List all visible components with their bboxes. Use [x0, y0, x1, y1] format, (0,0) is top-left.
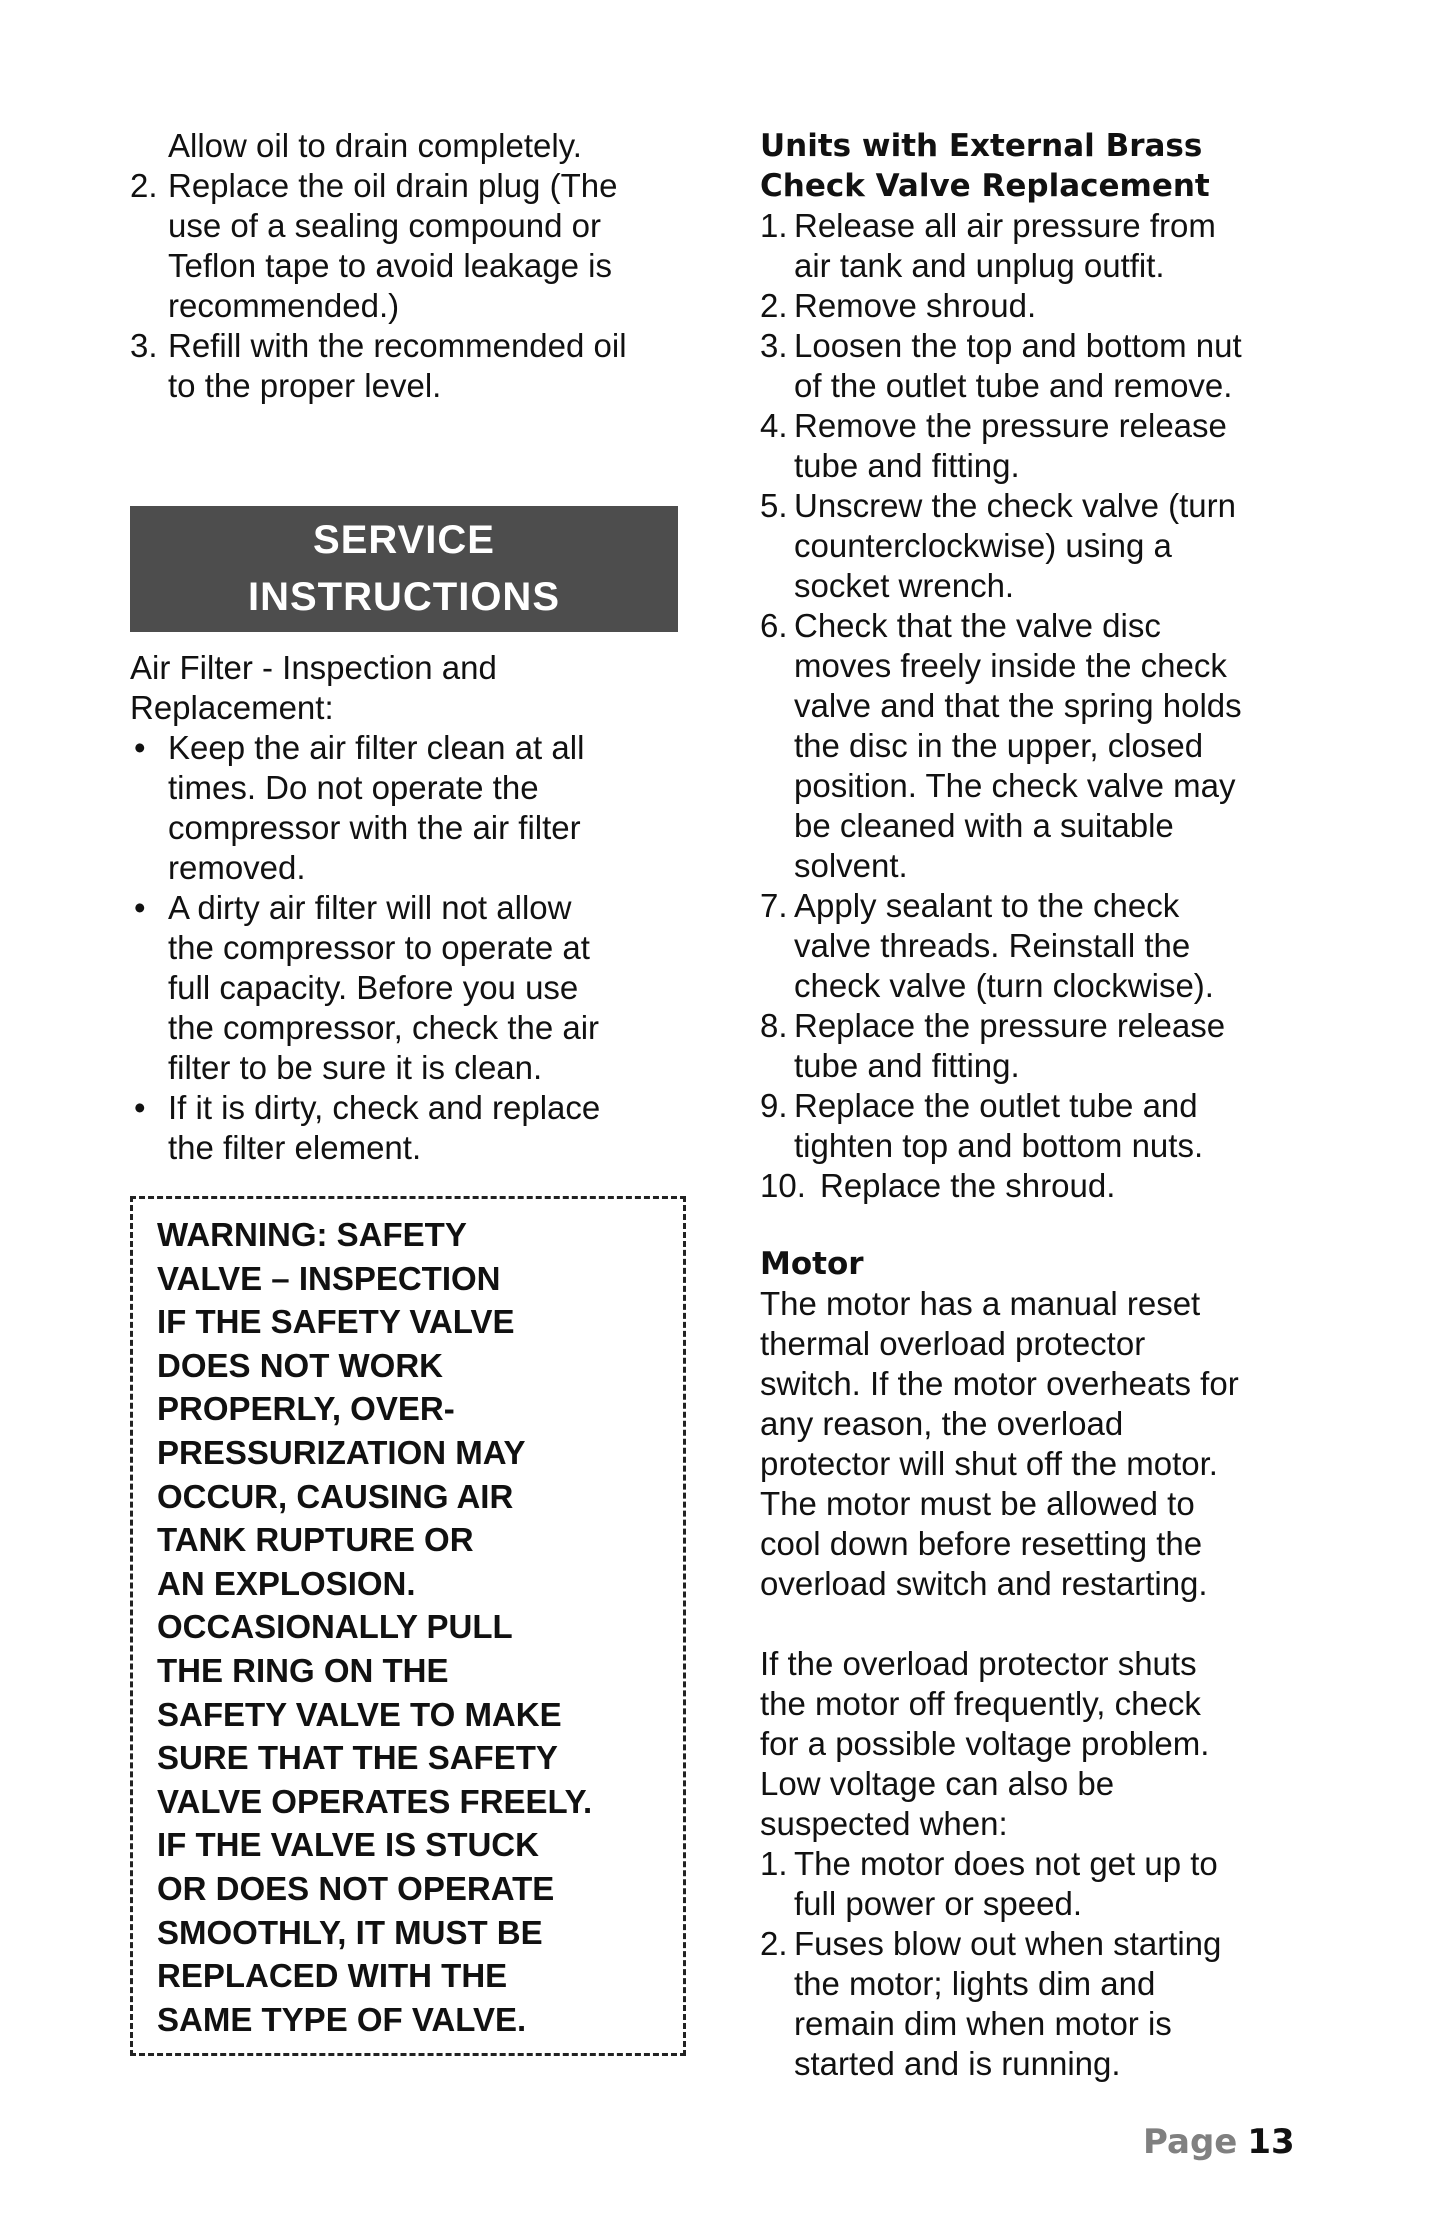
list-item-line: valve threads. Reinstall the [794, 927, 1191, 964]
motor-paragraph-line: The motor has a manual reset [760, 1285, 1201, 1322]
list-item-line: Check that the valve disc [794, 607, 1161, 644]
list-item-line: Loosen the top and bottom nut [794, 327, 1242, 364]
warning-line: IF THE SAFETY VALVE [157, 1303, 515, 1341]
motor-paragraph-line: any reason, the overload [760, 1405, 1124, 1442]
motor-paragraph-line: the motor off frequently, check [760, 1685, 1201, 1722]
warning-line: THE RING ON THE [157, 1651, 449, 1689]
list-item [760, 326, 1320, 406]
motor-paragraph-line: cool down before resetting the [760, 1525, 1203, 1562]
warning-line: SMOOTHLY, IT MUST BE [157, 1913, 543, 1951]
motor-low-voltage-steps [760, 1844, 1320, 2084]
list-item-line: moves freely inside the check [794, 647, 1227, 684]
list-item [760, 206, 1320, 286]
air-filter-title [130, 648, 682, 728]
list-item-line: valve and that the spring holds [794, 687, 1242, 724]
list-item-number: 10. [760, 1167, 806, 1204]
list-item-number: 1. [760, 207, 788, 244]
warning-line: WARNING: SAFETY [157, 1216, 467, 1253]
list-item-line: the motor; lights dim and [794, 1965, 1156, 2002]
list-item-line: to the proper level. [168, 367, 442, 404]
list-item-line: Release all air pressure from [794, 207, 1216, 244]
list-item-line: The motor does not get up to [794, 1845, 1218, 1882]
motor-paragraph-1 [760, 1284, 1320, 1604]
list-item-line: started and is running. [794, 2045, 1121, 2082]
warning-line: PROPERLY, OVER- [157, 1390, 455, 1428]
bullet-line: full capacity. Before you use [168, 969, 579, 1006]
warning-line: SURE THAT THE SAFETY [157, 1739, 558, 1777]
left-column [130, 126, 682, 2056]
list-item-line: Replace the oil drain plug (The [168, 167, 618, 204]
warning-line: AN EXPLOSION. [157, 1564, 416, 1602]
warning-line: SAME TYPE OF VALVE. [157, 2000, 527, 2038]
list-item-line: Teflon tape to avoid leakage is [168, 247, 612, 284]
bullet-line: the filter element. [168, 1129, 422, 1166]
oil-step-continuation: Allow oil to drain completely. [168, 127, 582, 164]
list-item-number: 1. [760, 1845, 788, 1882]
safety-valve-warning-box [130, 1196, 686, 2056]
list-item [760, 1924, 1320, 2084]
motor-paragraph-line: for a possible voltage problem. [760, 1725, 1210, 1762]
check-valve-title [760, 126, 1320, 206]
list-item-line: Refill with the recommended oil [168, 327, 627, 364]
list-item-line: Apply sealant to the check [794, 887, 1180, 924]
list-item-number: 7. [760, 887, 788, 924]
warning-line: DOES NOT WORK [157, 1346, 443, 1384]
check-valve-steps [760, 206, 1320, 1206]
motor-paragraph-line: protector will shut off the motor. [760, 1445, 1218, 1482]
oil-steps-list [130, 166, 682, 406]
page-footer [1143, 2122, 1295, 2162]
warning-line: PRESSURIZATION MAY [157, 1433, 526, 1471]
list-item-number: 2. [760, 287, 788, 324]
air-filter-section [130, 648, 682, 1168]
bullet-icon: • [134, 1089, 146, 1126]
list-item-number: 3. [130, 327, 158, 364]
list-item-number: 9. [760, 1087, 788, 1124]
list-item [760, 1086, 1320, 1166]
bullet-line: If it is dirty, check and replace [168, 1089, 601, 1126]
motor-paragraph-line: switch. If the motor overheats for [760, 1365, 1239, 1402]
check-valve-title-line: Units with External Brass [760, 128, 1203, 164]
list-item-line: socket wrench. [794, 567, 1015, 604]
list-item-line: tighten top and bottom nuts. [794, 1127, 1204, 1164]
list-item-number: 6. [760, 607, 788, 644]
right-column [760, 126, 1320, 2084]
list-item-line: position. The check valve may [794, 767, 1236, 804]
bullet-line: the compressor to operate at [168, 929, 590, 966]
warning-line: OR DOES NOT OPERATE [157, 1869, 555, 1907]
list-item-line: tube and fitting. [794, 447, 1020, 484]
list-item-line: solvent. [794, 847, 908, 884]
bullet-item [130, 1088, 682, 1168]
list-item [130, 326, 682, 406]
section-header-service-instructions [130, 506, 678, 632]
list-item-line: remain dim when motor is [794, 2005, 1172, 2042]
list-item-line: tube and fitting. [794, 1047, 1020, 1084]
list-item-number: 8. [760, 1007, 788, 1044]
list-item [760, 1166, 1320, 1206]
warning-line: VALVE OPERATES FREELY. [157, 1782, 593, 1820]
list-item-line: of the outlet tube and remove. [794, 367, 1233, 404]
warning-line: OCCUR, CAUSING AIR [157, 1477, 514, 1515]
air-filter-title-line: Air Filter - Inspection and [130, 649, 497, 686]
list-item-line: counterclockwise) using a [794, 527, 1172, 564]
list-item [760, 886, 1320, 1006]
motor-paragraph-line: Low voltage can also be [760, 1765, 1115, 1802]
page-label: Page [1143, 2122, 1238, 2162]
motor-paragraph-line: If the overload protector shuts [760, 1645, 1197, 1682]
bullet-line: compressor with the air filter [168, 809, 581, 846]
list-item-line: check valve (turn clockwise). [794, 967, 1214, 1004]
bullet-line: filter to be sure it is clean. [168, 1049, 543, 1086]
motor-paragraph-line: overload switch and restarting. [760, 1565, 1208, 1602]
list-item-line: recommended.) [168, 287, 400, 324]
section-header-line1: SERVICE [313, 518, 495, 562]
list-item-line: the disc in the upper, closed [794, 727, 1204, 764]
warning-line: TANK RUPTURE OR [157, 1521, 474, 1559]
list-item [130, 166, 682, 326]
page-number: 13 [1247, 2122, 1295, 2162]
motor-title: Motor [760, 1246, 864, 1282]
list-item-number: 3. [760, 327, 788, 364]
list-item-line: Replace the outlet tube and [794, 1087, 1198, 1124]
motor-paragraph-2 [760, 1644, 1320, 1844]
list-item-number: 5. [760, 487, 788, 524]
list-item-line: use of a sealing compound or [168, 207, 601, 244]
list-item [760, 1844, 1320, 1924]
list-item-line: air tank and unplug outfit. [794, 247, 1165, 284]
warning-line: OCCASIONALLY PULL [157, 1608, 513, 1646]
motor-paragraph-line: The motor must be allowed to [760, 1485, 1195, 1522]
list-item [760, 486, 1320, 606]
list-item-line: Unscrew the check valve (turn [794, 487, 1237, 524]
list-item-number: 2. [130, 167, 158, 204]
air-filter-bullets [130, 728, 682, 1168]
warning-line: REPLACED WITH THE [157, 1957, 508, 1995]
bullet-line: times. Do not operate the [168, 769, 539, 806]
list-item [760, 406, 1320, 486]
bullet-item [130, 728, 682, 888]
list-item-line: Replace the pressure release [794, 1007, 1226, 1044]
bullet-line: removed. [168, 849, 306, 886]
bullet-line: the compressor, check the air [168, 1009, 600, 1046]
list-item [760, 606, 1320, 886]
air-filter-title-line: Replacement: [130, 689, 334, 726]
motor-paragraph-line: suspected when: [760, 1805, 1008, 1842]
section-header-line2: INSTRUCTIONS [248, 575, 560, 619]
bullet-item [130, 888, 682, 1088]
list-item [760, 1006, 1320, 1086]
list-item-line: Fuses blow out when starting [794, 1925, 1222, 1962]
list-item-line: be cleaned with a suitable [794, 807, 1174, 844]
list-item-number: 4. [760, 407, 788, 444]
warning-line: SAFETY VALVE TO MAKE [157, 1695, 562, 1733]
bullet-icon: • [134, 889, 146, 926]
motor-paragraph-line: thermal overload protector [760, 1325, 1146, 1362]
list-item [760, 286, 1320, 326]
check-valve-title-line: Check Valve Replacement [760, 168, 1210, 204]
list-item-line: Replace the shroud. [820, 1167, 1116, 1204]
bullet-icon: • [134, 729, 146, 766]
warning-line: IF THE VALVE IS STUCK [157, 1826, 539, 1864]
warning-line: VALVE – INSPECTION [157, 1259, 501, 1297]
bullet-line: A dirty air filter will not allow [168, 889, 572, 926]
list-item-line: full power or speed. [794, 1885, 1082, 1922]
list-item-line: Remove the pressure release [794, 407, 1227, 444]
list-item-line: Remove shroud. [794, 287, 1037, 324]
bullet-line: Keep the air filter clean at all [168, 729, 585, 766]
list-item-number: 2. [760, 1925, 788, 1962]
